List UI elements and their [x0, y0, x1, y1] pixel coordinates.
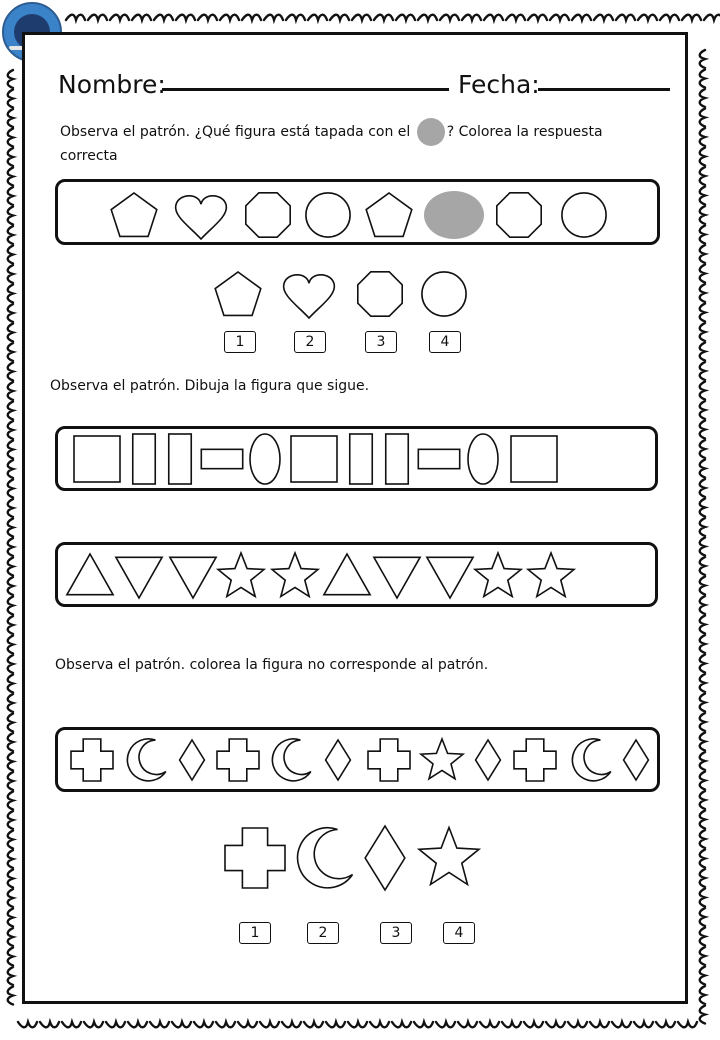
octagon-shape	[246, 193, 290, 237]
exercise3-option-number[interactable]: 2	[307, 922, 339, 944]
diamond-shape	[326, 740, 351, 780]
moon-shape	[298, 828, 353, 888]
exercise1-option-number[interactable]: 3	[365, 331, 397, 353]
name-label: Nombre:	[58, 70, 166, 99]
oval-shape	[468, 434, 498, 484]
cross-shape	[71, 739, 113, 781]
pentagon-shape	[111, 193, 157, 236]
star-shape	[218, 553, 264, 597]
exercise3-option-number[interactable]: 1	[239, 922, 271, 944]
date-label: Fecha:	[458, 70, 540, 99]
star-shape	[272, 553, 318, 597]
tall-rectangle-shape	[350, 434, 373, 484]
oval-shape	[250, 434, 280, 484]
square-shape	[511, 436, 557, 482]
cross-shape	[217, 739, 259, 781]
diamond-shape	[365, 826, 405, 890]
square-shape	[291, 436, 337, 482]
tall-rectangle-shape	[133, 434, 156, 484]
heart-shape	[176, 196, 227, 239]
triangle-down-shape	[170, 557, 216, 598]
triangle-up-shape	[67, 554, 113, 595]
octagon-shape	[497, 193, 541, 237]
pentagon-shape	[215, 272, 261, 315]
exercise1-option-number[interactable]: 4	[429, 331, 461, 353]
cross-shape	[368, 739, 410, 781]
tall-rectangle-shape	[169, 434, 192, 484]
octagon-shape	[358, 272, 402, 316]
exercise1-option-number[interactable]: 2	[294, 331, 326, 353]
triangle-up-shape	[324, 554, 370, 595]
exercise3-option-number[interactable]: 3	[380, 922, 412, 944]
diamond-shape	[624, 740, 649, 780]
exercise1-instruction-start: Observa el patrón. ¿Qué figura está tapada con el	[60, 124, 411, 140]
exercise3-option-number[interactable]: 4	[443, 922, 475, 944]
exercise3-instruction: Observa el patrón. colorea la figura no corresponde al patrón.	[55, 657, 489, 673]
moon-shape	[272, 739, 310, 781]
heart-shape	[284, 275, 335, 318]
wide-rectangle-shape	[418, 449, 459, 468]
diamond-shape	[476, 740, 501, 780]
circle-shape	[306, 193, 350, 237]
tall-rectangle-shape	[386, 434, 409, 484]
exercise1-instruction-end: ? Colorea la respuesta correcta	[60, 124, 603, 164]
square-shape	[74, 436, 120, 482]
wide-rectangle-shape	[201, 449, 242, 468]
circle-shape	[422, 272, 466, 316]
moon-shape	[572, 739, 610, 781]
covered-shape	[424, 191, 484, 239]
star-shape	[419, 828, 479, 885]
exercise1-option-number[interactable]: 1	[224, 331, 256, 353]
star-shape	[421, 739, 463, 779]
cross-shape	[514, 739, 556, 781]
diamond-shape	[180, 740, 205, 780]
moon-shape	[127, 739, 165, 781]
exercise2-instruction: Observa el patrón. Dibuja la figura que sigue.	[50, 378, 370, 394]
triangle-down-shape	[116, 557, 162, 598]
star-shape	[475, 553, 521, 597]
cross-shape	[225, 828, 285, 888]
pentagon-shape	[366, 193, 412, 236]
triangle-down-shape	[427, 557, 473, 598]
triangle-down-shape	[374, 557, 420, 598]
star-shape	[528, 553, 574, 597]
circle-shape	[562, 193, 606, 237]
